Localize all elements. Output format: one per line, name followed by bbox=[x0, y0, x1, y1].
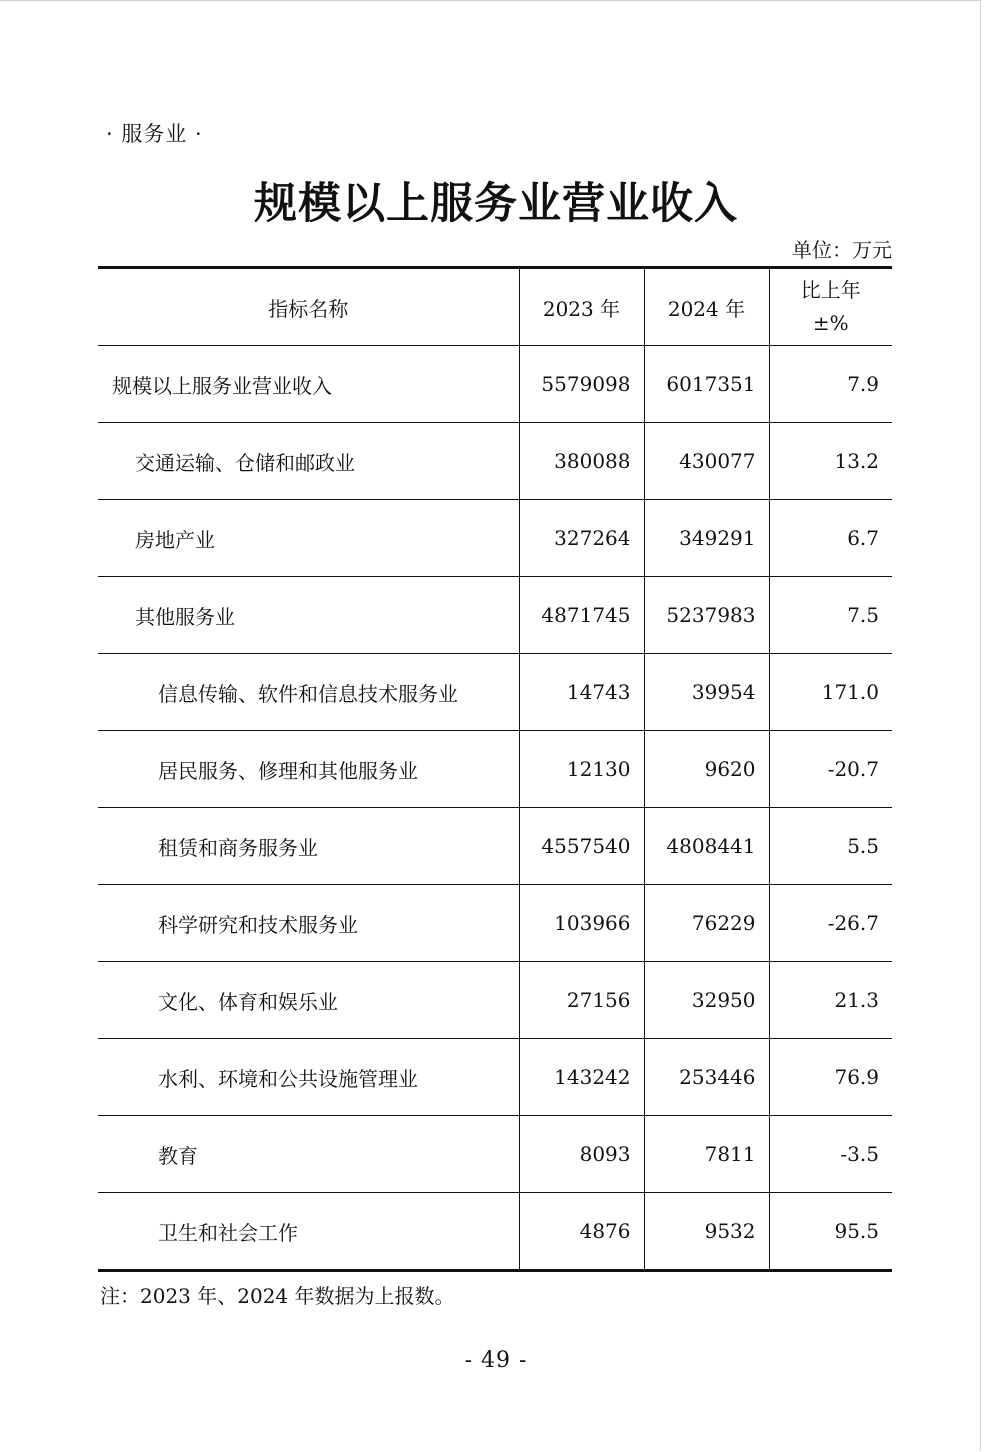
row-indicator-name: 科学研究和技术服务业 bbox=[98, 885, 519, 962]
row-value-2023: 5579098 bbox=[519, 346, 644, 423]
row-value-2024: 39954 bbox=[644, 654, 769, 731]
row-value-2024: 7811 bbox=[644, 1116, 769, 1193]
row-change-percent: -26.7 bbox=[769, 885, 892, 962]
table-row bbox=[98, 654, 892, 731]
row-change-percent: 7.9 bbox=[769, 346, 892, 423]
row-value-2024: 6017351 bbox=[644, 346, 769, 423]
footnote: 注：2023 年、2024 年数据为上报数。 bbox=[100, 1284, 455, 1308]
page-number: - 49 - bbox=[464, 1348, 528, 1373]
table-row bbox=[98, 731, 892, 808]
revenue-table bbox=[98, 266, 892, 1272]
row-value-2023: 4876 bbox=[519, 1193, 644, 1271]
row-change-percent: 5.5 bbox=[769, 808, 892, 885]
header-indicator-name: 指标名称 bbox=[98, 268, 519, 346]
row-value-2023: 27156 bbox=[519, 962, 644, 1039]
row-value-2024: 9532 bbox=[644, 1193, 769, 1271]
table-row bbox=[98, 808, 892, 885]
table-header-row bbox=[98, 268, 892, 346]
row-indicator-name: 交通运输、仓储和邮政业 bbox=[98, 423, 519, 500]
row-value-2024: 349291 bbox=[644, 500, 769, 577]
row-value-2023: 14743 bbox=[519, 654, 644, 731]
header-change bbox=[769, 268, 892, 346]
row-indicator-name: 房地产业 bbox=[98, 500, 519, 577]
row-indicator-name: 居民服务、修理和其他服务业 bbox=[98, 731, 519, 808]
row-indicator-name: 教育 bbox=[98, 1116, 519, 1193]
table-row bbox=[98, 346, 892, 423]
row-change-percent: 76.9 bbox=[769, 1039, 892, 1116]
row-indicator-name: 租赁和商务服务业 bbox=[98, 808, 519, 885]
row-indicator-name: 信息传输、软件和信息技术服务业 bbox=[98, 654, 519, 731]
table-row bbox=[98, 1039, 892, 1116]
row-value-2023: 103966 bbox=[519, 885, 644, 962]
row-change-percent: 95.5 bbox=[769, 1193, 892, 1271]
row-value-2023: 4871745 bbox=[519, 577, 644, 654]
table-row bbox=[98, 577, 892, 654]
table-row bbox=[98, 1116, 892, 1193]
row-value-2023: 327264 bbox=[519, 500, 644, 577]
row-value-2023: 4557540 bbox=[519, 808, 644, 885]
table-row bbox=[98, 500, 892, 577]
page-title: 规模以上服务业营业收入 bbox=[254, 179, 738, 229]
row-value-2024: 76229 bbox=[644, 885, 769, 962]
table-row bbox=[98, 962, 892, 1039]
row-value-2024: 4808441 bbox=[644, 808, 769, 885]
row-change-percent: 7.5 bbox=[769, 577, 892, 654]
header-change-line2: ±% bbox=[812, 311, 849, 335]
table-body bbox=[98, 346, 892, 1271]
section-label: · 服务业 · bbox=[106, 122, 203, 146]
header-2023: 2023 年 bbox=[519, 268, 644, 346]
row-change-percent: 13.2 bbox=[769, 423, 892, 500]
row-value-2023: 143242 bbox=[519, 1039, 644, 1116]
row-indicator-name: 卫生和社会工作 bbox=[98, 1193, 519, 1271]
row-value-2023: 12130 bbox=[519, 731, 644, 808]
table-row bbox=[98, 423, 892, 500]
unit-label: 单位：万元 bbox=[792, 238, 892, 262]
row-change-percent: 6.7 bbox=[769, 500, 892, 577]
header-2024: 2024 年 bbox=[644, 268, 769, 346]
table-row bbox=[98, 885, 892, 962]
row-value-2024: 32950 bbox=[644, 962, 769, 1039]
row-value-2023: 8093 bbox=[519, 1116, 644, 1193]
row-value-2023: 380088 bbox=[519, 423, 644, 500]
row-change-percent: -3.5 bbox=[769, 1116, 892, 1193]
row-value-2024: 430077 bbox=[644, 423, 769, 500]
row-value-2024: 9620 bbox=[644, 731, 769, 808]
row-indicator-name: 规模以上服务业营业收入 bbox=[98, 346, 519, 423]
row-change-percent: 171.0 bbox=[769, 654, 892, 731]
row-change-percent: -20.7 bbox=[769, 731, 892, 808]
header-change-line1: 比上年 bbox=[800, 278, 861, 302]
row-indicator-name: 文化、体育和娱乐业 bbox=[98, 962, 519, 1039]
row-indicator-name: 水利、环境和公共设施管理业 bbox=[98, 1039, 519, 1116]
row-indicator-name: 其他服务业 bbox=[98, 577, 519, 654]
row-change-percent: 21.3 bbox=[769, 962, 892, 1039]
row-value-2024: 5237983 bbox=[644, 577, 769, 654]
table-row bbox=[98, 1193, 892, 1271]
row-value-2024: 253446 bbox=[644, 1039, 769, 1116]
